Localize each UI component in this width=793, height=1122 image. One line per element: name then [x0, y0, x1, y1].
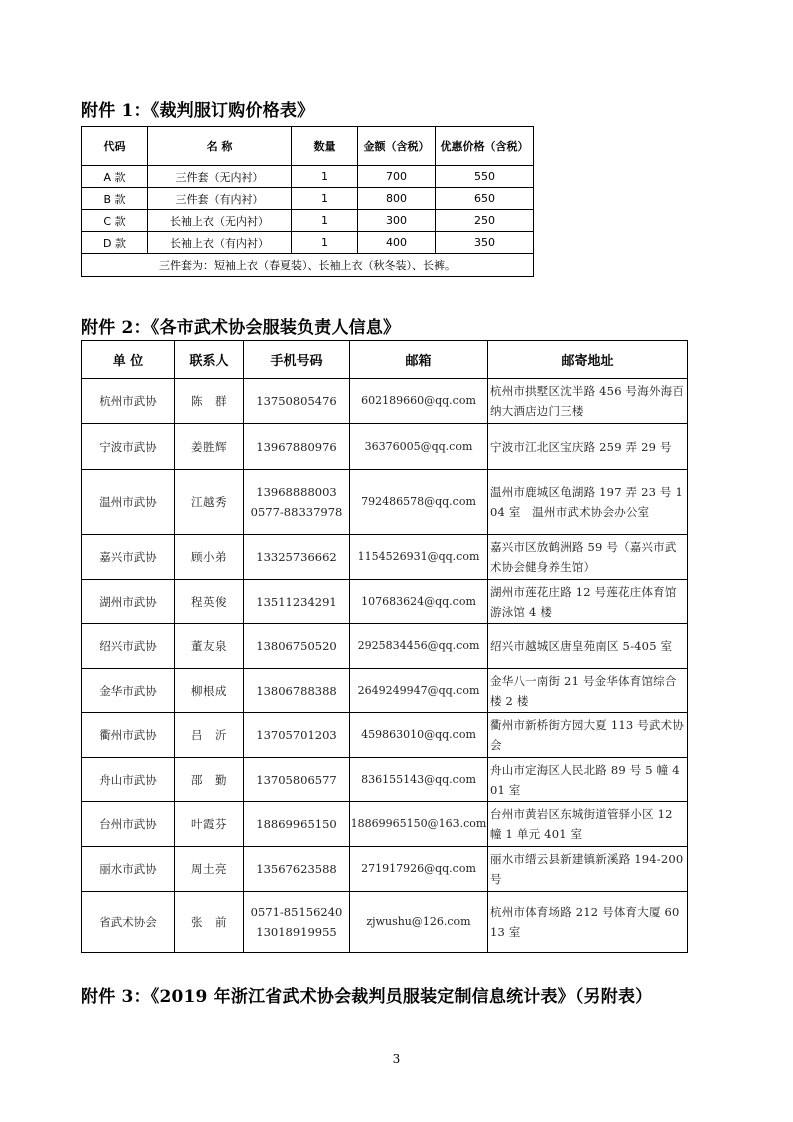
- unit-cell: 舟山市武协: [82, 758, 175, 802]
- email-cell: 836155143@qq.com: [350, 758, 488, 802]
- contact-cell: 顾小弟: [175, 535, 244, 580]
- table-row: [82, 669, 688, 713]
- unit-cell: 嘉兴市武协: [82, 535, 175, 580]
- quantity-cell: 1: [292, 188, 358, 210]
- phone-cell: 13750805476: [244, 379, 350, 424]
- contact-cell: 姜胜辉: [175, 424, 244, 470]
- unit-cell: 金华市武协: [82, 669, 175, 713]
- unit-cell: 省武术协会: [82, 892, 175, 953]
- attachment1-title: 附件 1：《裁判服订购价格表》: [81, 101, 315, 121]
- header-email: 邮箱: [350, 341, 488, 379]
- contact-cell: 吕 沂: [175, 713, 244, 758]
- address-cell: 丽水市缙云县新建镇新溪路 194-200 号: [488, 847, 688, 892]
- phone-cell: 13325736662: [244, 535, 350, 580]
- attachment3-title: 附件 3：《2019 年浙江省武术协会裁判员服装定制信息统计表》（另附表）: [81, 987, 653, 1007]
- contact-cell: 柳根成: [175, 669, 244, 713]
- amount-cell: 400: [358, 232, 436, 254]
- amount-cell: 700: [358, 166, 436, 188]
- set-note: 三件套为：短袖上衣（春夏装）、长袖上衣（秋冬装）、长裤。: [82, 254, 534, 277]
- email-cell: 2649249947@qq.com: [350, 669, 488, 713]
- unit-cell: 丽水市武协: [82, 847, 175, 892]
- email-cell: 459863010@qq.com: [350, 713, 488, 758]
- header-contact: 联系人: [175, 341, 244, 379]
- discount-cell: 550: [436, 166, 534, 188]
- header-name: 名 称: [148, 127, 292, 166]
- address-cell: 杭州市体育场路 212 号体育大厦 6013 室: [488, 892, 688, 953]
- price-table: [81, 126, 534, 277]
- address-cell: 嘉兴市区放鹤洲路 59 号（嘉兴市武术协会健身养生馆）: [488, 535, 688, 580]
- address-cell: 台州市黄岩区东城街道管驿小区 12 幢 1 单元 401 室: [488, 802, 688, 847]
- table-row: [82, 847, 688, 892]
- amount-cell: 800: [358, 188, 436, 210]
- unit-cell: 宁波市武协: [82, 424, 175, 470]
- email-cell: 602189660@qq.com: [350, 379, 488, 424]
- page-number: 3: [392, 1052, 401, 1066]
- code-cell: B 款: [82, 188, 148, 210]
- table-row: [82, 470, 688, 535]
- email-cell: 2925834456@qq.com: [350, 624, 488, 669]
- contact-cell: 张 前: [175, 892, 244, 953]
- discount-cell: 650: [436, 188, 534, 210]
- amount-cell: 300: [358, 210, 436, 232]
- phone-cell: 13806750520: [244, 624, 350, 669]
- code-cell: A 款: [82, 166, 148, 188]
- unit-cell: 衢州市武协: [82, 713, 175, 758]
- unit-cell: 绍兴市武协: [82, 624, 175, 669]
- name-cell: 三件套（有内衬）: [148, 188, 292, 210]
- contact-cell: 叶霞芬: [175, 802, 244, 847]
- table-row: [82, 758, 688, 802]
- contact-table: [81, 340, 688, 953]
- email-cell: zjwushu@126.com: [350, 892, 488, 953]
- phone-cell: 0571-85156240 13018919955: [244, 892, 350, 953]
- table-row: [82, 424, 688, 470]
- unit-cell: 湖州市武协: [82, 580, 175, 624]
- discount-cell: 250: [436, 210, 534, 232]
- name-cell: 长袖上衣（无内衬）: [148, 210, 292, 232]
- contact-cell: 邵 勤: [175, 758, 244, 802]
- phone-cell: 13806788388: [244, 669, 350, 713]
- address-cell: 绍兴市越城区唐皇苑南区 5-405 室: [488, 624, 688, 669]
- contact-cell: 陈 群: [175, 379, 244, 424]
- table-note-row: [82, 254, 534, 277]
- table-row: [82, 166, 534, 188]
- unit-cell: 杭州市武协: [82, 379, 175, 424]
- contact-cell: 周土亮: [175, 847, 244, 892]
- address-cell: 温州市鹿城区龟湖路 197 弄 23 号 104 室 温州市武术协会办公室: [488, 470, 688, 535]
- email-cell: 18869965150@163.com: [350, 802, 488, 847]
- header-address: 邮寄地址: [488, 341, 688, 379]
- table-row: [82, 713, 688, 758]
- header-unit: 单 位: [82, 341, 175, 379]
- price-table-header: [82, 127, 534, 166]
- phone-cell: 13705806577: [244, 758, 350, 802]
- phone-cell: 13511234291: [244, 580, 350, 624]
- table-row: [82, 580, 688, 624]
- table-row: [82, 379, 688, 424]
- header-quantity: 数量: [292, 127, 358, 166]
- contact-cell: 董友泉: [175, 624, 244, 669]
- code-cell: C 款: [82, 210, 148, 232]
- quantity-cell: 1: [292, 210, 358, 232]
- phone-cell: 13567623588: [244, 847, 350, 892]
- table-row: [82, 892, 688, 953]
- table-row: [82, 232, 534, 254]
- email-cell: 1154526931@qq.com: [350, 535, 488, 580]
- phone-cell: 13968888003 0577-88337978: [244, 470, 350, 535]
- table-row: [82, 624, 688, 669]
- address-cell: 宁波市江北区宝庆路 259 弄 29 号: [488, 424, 688, 470]
- table-row: [82, 188, 534, 210]
- code-cell: D 款: [82, 232, 148, 254]
- attachment2-title: 附件 2：《各市武术协会服装负责人信息》: [81, 318, 401, 338]
- contact-cell: 程英俊: [175, 580, 244, 624]
- address-cell: 杭州市拱墅区沈半路 456 号海外海百纳大酒店边门三楼: [488, 379, 688, 424]
- address-cell: 湖州市莲花庄路 12 号莲花庄体育馆游泳馆 4 楼: [488, 580, 688, 624]
- table-row: [82, 535, 688, 580]
- address-cell: 舟山市定海区人民北路 89 号 5 幢 401 室: [488, 758, 688, 802]
- address-cell: 衢州市新桥街方园大夏 113 号武术协会: [488, 713, 688, 758]
- quantity-cell: 1: [292, 166, 358, 188]
- quantity-cell: 1: [292, 232, 358, 254]
- phone-cell: 13705701203: [244, 713, 350, 758]
- header-discount-price: 优惠价格（含税）: [436, 127, 534, 166]
- header-amount: 金额（含税）: [358, 127, 436, 166]
- contact-table-header: [82, 341, 688, 379]
- header-code: 代码: [82, 127, 148, 166]
- phone-cell: 13967880976: [244, 424, 350, 470]
- email-cell: 271917926@qq.com: [350, 847, 488, 892]
- table-row: [82, 802, 688, 847]
- email-cell: 36376005@qq.com: [350, 424, 488, 470]
- name-cell: 三件套（无内衬）: [148, 166, 292, 188]
- unit-cell: 台州市武协: [82, 802, 175, 847]
- header-phone: 手机号码: [244, 341, 350, 379]
- table-row: [82, 210, 534, 232]
- discount-cell: 350: [436, 232, 534, 254]
- email-cell: 792486578@qq.com: [350, 470, 488, 535]
- address-cell: 金华八一南街 21 号金华体育馆综合楼 2 楼: [488, 669, 688, 713]
- unit-cell: 温州市武协: [82, 470, 175, 535]
- name-cell: 长袖上衣（有内衬）: [148, 232, 292, 254]
- phone-cell: 18869965150: [244, 802, 350, 847]
- contact-cell: 江越秀: [175, 470, 244, 535]
- email-cell: 107683624@qq.com: [350, 580, 488, 624]
